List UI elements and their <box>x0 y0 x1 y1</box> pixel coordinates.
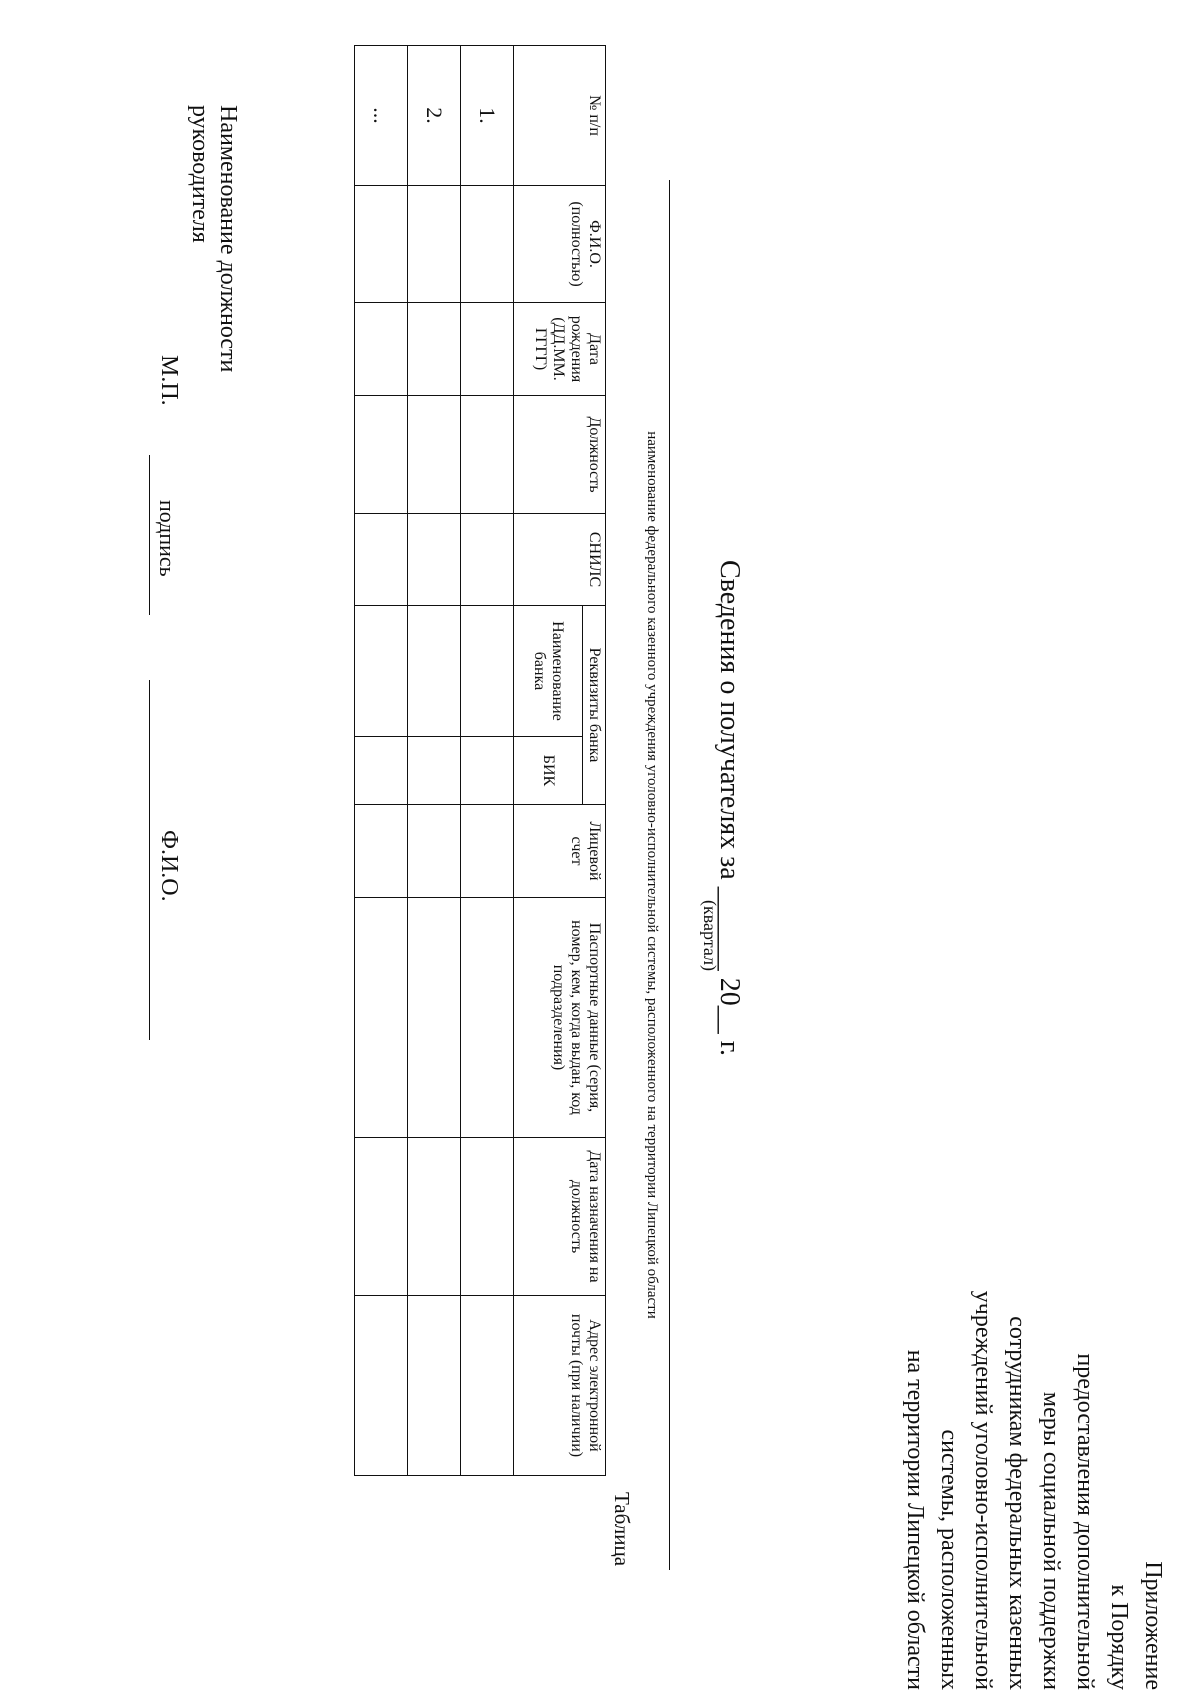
table-cell[interactable] <box>461 1296 514 1476</box>
quarter-blank: ______ <box>714 886 745 971</box>
stamp-place: М.П. <box>156 355 182 406</box>
header-account: Лицевой счет <box>514 805 606 898</box>
header-passport: Паспортные данные (серия, номер, кем, когда выдан, код подразделения) <box>514 898 606 1138</box>
appendix-line: сотрудникам федеральных казенных <box>1004 1316 1030 1690</box>
table-cell[interactable] <box>355 186 408 303</box>
appendix-line: Приложение <box>1140 1561 1166 1690</box>
table-cell[interactable] <box>461 186 514 303</box>
row-number: 1. <box>461 46 514 186</box>
table-cell[interactable] <box>461 514 514 606</box>
table-cell[interactable] <box>355 1296 408 1476</box>
table-cell[interactable] <box>461 737 514 805</box>
table-cell[interactable] <box>461 805 514 898</box>
table-row <box>355 46 408 1476</box>
fio-caption: Ф.И.О. <box>156 830 182 902</box>
table-cell[interactable] <box>355 805 408 898</box>
organization-line <box>669 180 670 1570</box>
header-birth-date: Дата рождения (ДД.ММ. ГГГГ) <box>514 303 606 396</box>
table-cell[interactable] <box>461 396 514 514</box>
table-header-row <box>583 46 606 1476</box>
header-fio: Ф.И.О. (полностью) <box>514 186 606 303</box>
document-title <box>713 560 745 1056</box>
signer-position-line: руководителя <box>187 105 213 243</box>
table-cell[interactable] <box>408 186 461 303</box>
header-bank-details: Реквизиты банка <box>583 606 606 805</box>
table-cell[interactable] <box>408 514 461 606</box>
title-prefix: Сведения о получателях за <box>714 560 745 880</box>
organization-caption: наименование федерального казенного учреждения уголовно-исполнительной системы, расположенного на территории Липецкой области <box>644 431 660 1319</box>
table-cell[interactable] <box>408 606 461 737</box>
table-cell[interactable] <box>408 1296 461 1476</box>
table-cell[interactable] <box>408 805 461 898</box>
appendix-line: к Порядку <box>1106 1584 1132 1690</box>
header-bank-name: Наименование банка <box>514 606 583 737</box>
appendix-line: на территории Липецкой области <box>902 1349 928 1690</box>
appendix-line: системы, расположенных <box>936 1429 962 1690</box>
table-row <box>408 46 461 1476</box>
table-cell[interactable] <box>461 606 514 737</box>
table-cell[interactable] <box>408 898 461 1138</box>
header-appointment-date: Дата назначения на должность <box>514 1138 606 1296</box>
signature-caption: подпись <box>155 500 180 577</box>
table-cell[interactable] <box>408 737 461 805</box>
row-number: 2. <box>408 46 461 186</box>
table-cell[interactable] <box>355 898 408 1138</box>
signer-position <box>186 105 242 372</box>
header-num: № п/п <box>514 46 606 186</box>
table-cell[interactable] <box>355 303 408 396</box>
appendix-line: предоставления дополнительной <box>1072 1353 1098 1690</box>
appendix-line: меры социальной поддержки <box>1038 1391 1064 1690</box>
recipients-table <box>354 45 606 1476</box>
table-cell[interactable] <box>461 1138 514 1296</box>
fio-line <box>149 680 150 1040</box>
table-cell[interactable] <box>408 396 461 514</box>
signature-line <box>149 455 150 615</box>
table-row <box>461 46 514 1476</box>
table-caption: Таблица <box>610 1492 634 1567</box>
appendix-header <box>898 1090 1170 1690</box>
table-cell[interactable] <box>355 1138 408 1296</box>
signer-position-line: Наименование должности <box>215 105 241 373</box>
table-cell[interactable] <box>408 1138 461 1296</box>
appendix-line: учреждений уголовно-исполнительной <box>970 1290 996 1690</box>
table-cell[interactable] <box>355 396 408 514</box>
table-cell[interactable] <box>355 737 408 805</box>
row-number: ... <box>355 46 408 186</box>
table-cell[interactable] <box>355 514 408 606</box>
table-cell[interactable] <box>355 606 408 737</box>
header-bik: БИК <box>514 737 583 805</box>
table-cell[interactable] <box>461 898 514 1138</box>
table-cell[interactable] <box>461 303 514 396</box>
header-position: Должность <box>514 396 606 514</box>
header-email: Адрес электронной почты (при наличии) <box>514 1296 606 1476</box>
year-text: 20__ г. <box>714 977 745 1057</box>
quarter-caption: (квартал) <box>700 900 720 971</box>
header-snils: СНИЛС <box>514 514 606 606</box>
table-cell[interactable] <box>408 303 461 396</box>
